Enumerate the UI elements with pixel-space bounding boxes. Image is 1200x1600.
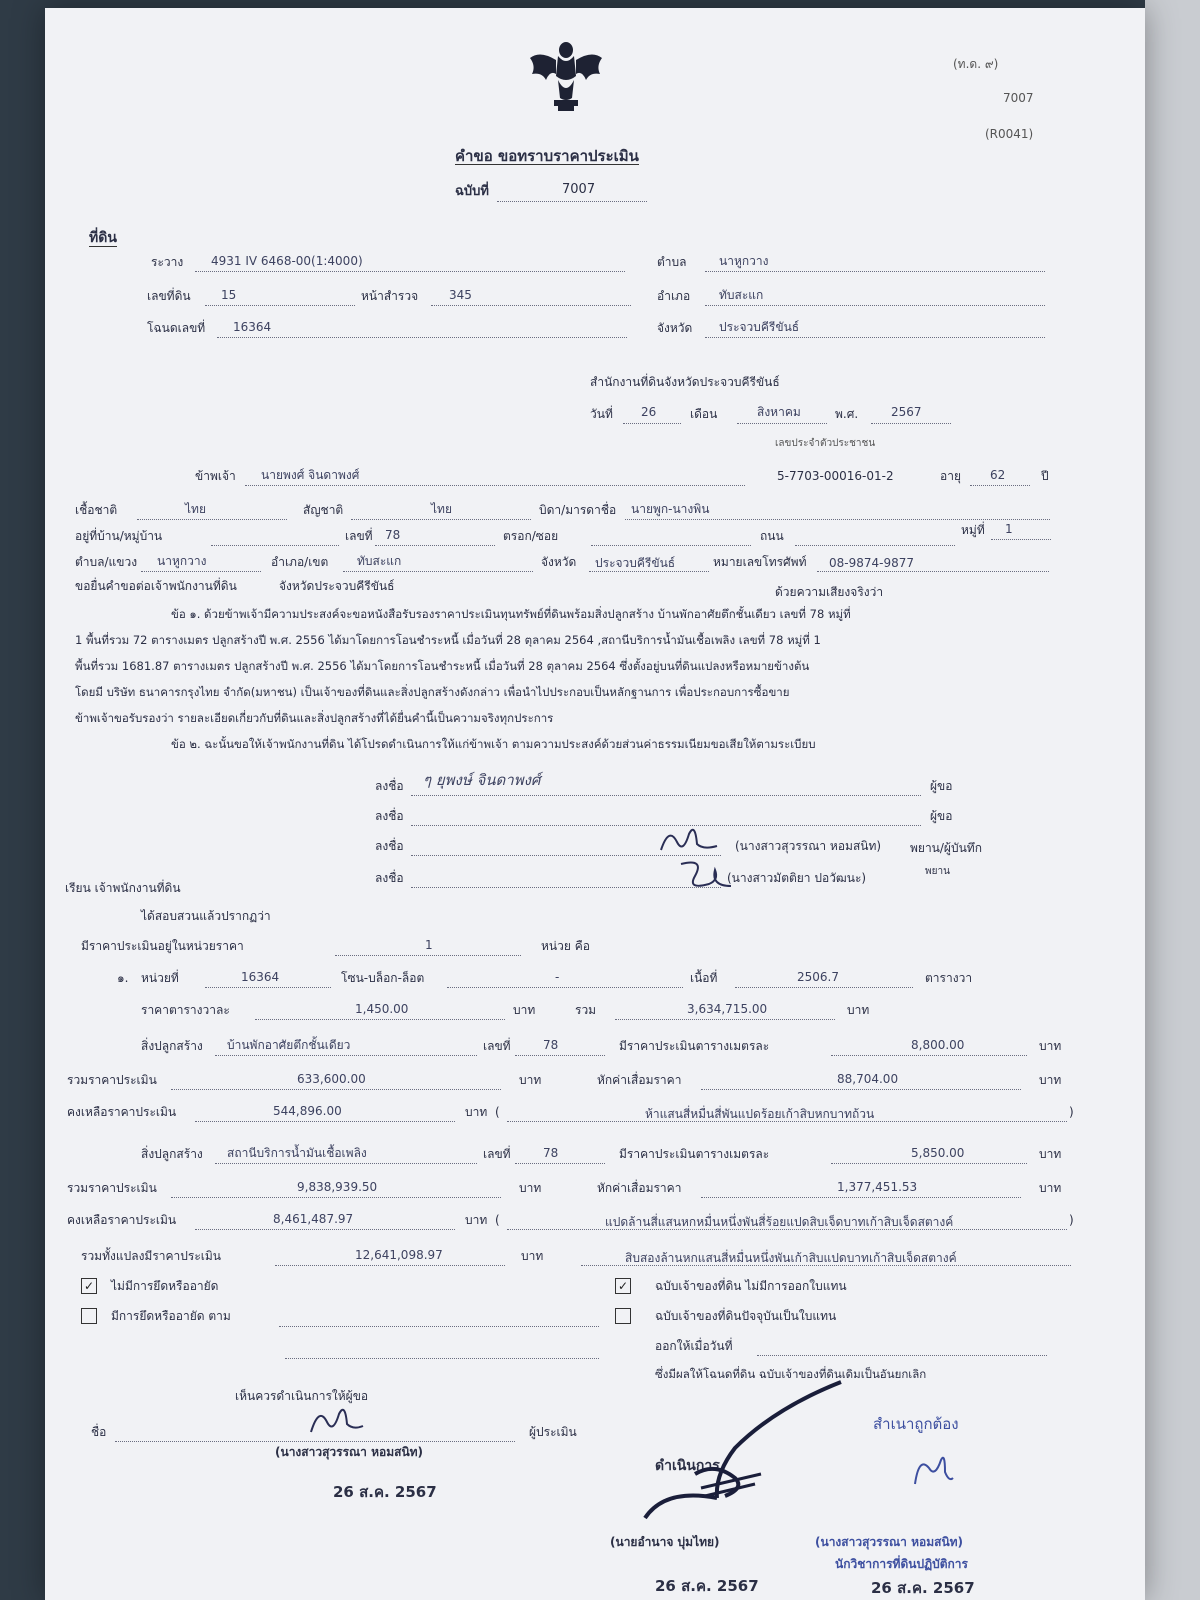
date-label: วันที่ [590, 407, 613, 421]
sign2-role: ผู้ขอ [930, 809, 953, 823]
date-year: 2567 [891, 405, 922, 419]
para1-line4: โดยมี บริษัท ธนาคารกรุงไทย จำกัด(มหาชน) เป็นเจ้าของที่ดินและสิ่งปลูกสร้างดังกล่าว เพื่อนำไปประกอบเป็นหลักฐานการ เพื่อประกอบการซื้อขาย [75, 685, 790, 699]
issue-label: ฉบับที่ [455, 184, 489, 199]
sign1-label: ลงชื่อ [375, 779, 404, 793]
issue-number: 7007 [562, 182, 596, 197]
assessor-signature [303, 1398, 367, 1442]
map-value: 4931 IV 6468-00(1:4000) [211, 254, 363, 268]
subdistrict-value: นาหูกวาง [157, 554, 207, 568]
b1-sqm-value: 8,800.00 [911, 1038, 965, 1052]
b1-no: 78 [543, 1038, 559, 1052]
b1-total-baht: บาท [519, 1073, 542, 1087]
b2-sqm-baht: บาท [1039, 1147, 1062, 1161]
certifier-title: นักวิชาการที่ดินปฏิบัติการ [835, 1557, 968, 1571]
cancel-note: ซึ่งมีผลให้โฉนดที่ดิน ฉบับเจ้าของที่ดินเดิมเป็นอันยกเลิก [655, 1367, 927, 1381]
sign3-label: ลงชื่อ [375, 839, 404, 853]
ref-code: (R0041) [985, 127, 1034, 141]
sign2-label: ลงชื่อ [375, 809, 404, 823]
amphoe-label: อำเภอ [657, 289, 691, 303]
b1-name: บ้านพักอาศัยตึกชั้นเดียว [227, 1038, 351, 1052]
b2-total-label: รวมราคาประเมิน [67, 1181, 157, 1195]
zone-value: - [555, 970, 560, 984]
sign3-name: (นางสาวสุวรรณา หอมสนิท) [735, 839, 882, 853]
b1-dep-label: หักค่าเสื่อมราคา [597, 1073, 682, 1087]
phone-label: หมายเลขโทรศัพท์ [713, 555, 807, 569]
b2-label: สิ่งปลูกสร้าง [141, 1147, 203, 1161]
replacement-label: ฉบับเจ้าของที่ดินปัจจุบันเป็นใบแทน [655, 1309, 837, 1323]
area-value: 2506.7 [797, 970, 839, 984]
officer-name: (นายอำนาจ บุ่มไทย) [610, 1535, 720, 1549]
units-label: มีราคาประเมินอยู่ในหน่วยราคา [81, 939, 244, 953]
zone-label: โซน-บล็อก-ล็อต [341, 971, 425, 985]
subdistrict-label: ตำบล/แขวง [75, 555, 138, 569]
para1-line3: พื้นที่รวม 1681.87 ตารางเมตร ปลูกสร้างปี พ.ศ. 2556 ได้มาโดยการโอนชำระหนี้ เมื่อวันที่ 28 ตุลาคม 2564 ซึ่งตั้งอยู่บนที่ดินแปลงหรือหมายข้างต้น [75, 659, 810, 673]
certified-stamp: สำเนาถูกต้อง [873, 1415, 959, 1433]
officer-date: 26 ส.ค. 2567 [655, 1577, 759, 1595]
tambon-value: นาหูกวาง [719, 254, 769, 268]
date-month: สิงหาคม [757, 405, 801, 419]
item-number: ๑. [117, 971, 129, 985]
alley-label: ตรอก/ซอย [503, 529, 559, 543]
prov-label: จังหวัด [541, 555, 577, 569]
assessor-role: ผู้ประเมิน [529, 1425, 577, 1439]
date-day: 26 [641, 405, 657, 419]
b1-dep-value: 88,704.00 [837, 1072, 899, 1086]
map-label: ระวาง [151, 255, 184, 269]
garuda-emblem [528, 36, 604, 114]
owner-copy-checkbox[interactable]: ✓ [615, 1278, 631, 1294]
grand-baht: บาท [521, 1249, 544, 1263]
total-baht: บาท [847, 1003, 870, 1017]
checked-label: ได้สอบสวนแล้วปรากฏว่า [141, 909, 271, 923]
document-page: (ท.ด. ๙) 7007 (R0041) คำขอ ขอทราบราคาประเมิน ฉบับที่ 7007 ที่ดิน ระวาง 4931 IV 6468-00(1:4000) เลขที่ดิน 15 หน้าสำรวจ 345 โฉนดเลขที่ 16364 ตำบล นาหูกวาง อำเภอ ทับสะแก จังหวัด ประจวบคีรีขันธ์ สำนักงานที่ดินจังหวัดประจวบคีรีขันธ์ วันที่ 26 เดือน สิงหาคม พ.ศ. 2567 เลขประจำตัวประชาชน ข้าพเจ้า นายพงศ์ จินดาพงศ์ 5-7703-00016-01-2 อายุ 62 ปี เชื้อชาติ ไทย สัญชาติ ไทย บิดา/มารดาชื่อ นายพูก-นางพิน อยู่ที่บ้าน/หมู่บ้าน เลขที่ 78 ตรอก/ซอย ถนน หมู่ที่ 1 ตำบล/แขวง นาหูกวาง อำเภอ/เขต ทับสะแก จังหวัด ประจวบคีรีขันธ์ หมายเลขโทรศัพท์ 08-9874-9877 ขอยื่นคำขอต่อเจ้าพนักงานที่ดิน จังหวัดประจวบคีรีขันธ์ ด้วยความเสียงจริงว่า ข้อ ๑. ด้วยข้าพเจ้ามีความประสงค์จะขอหนังสือรับรองราคาประเมินทุนทรัพย์ที่ดินพร้อมสิ่งปลูกสร้าง บ้านพักอาศัยตึกชั้นเดียว เลขที่ 78 หมู่ที่ 1 พื้นที่รวม 72 ตารางเมตร ปลูกสร้างปี พ.ศ. 2556 ได้มาโดยการโอนชำระหนี้ เมื่อวันที่ 28 ตุลาคม 2564 ,สถานีบริการน้ำมันเชื้อเพลิง เลขที่ 78 หมู่ที่ 1 พื้นที่รวม 1681.87 ตารางเมตร ปลูกสร้างปี พ.ศ. 2556 ได้มาโดยการโอนชำระหนี้ เมื่อวันที่ 28 ตุลาคม 2564 ซึ่งตั้งอยู่บนที่ดินแปลงหรือหมายข้างต้น โดยมี บริษัท ธนาคารกรุงไทย จำกัด(มหาชน) เป็นเจ้าของที่ดินและสิ่งปลูกสร้างดังกล่าว เพื่อนำไปประกอบเป็นหลักฐานการ เพื่อประกอบการซื้อขาย ข้าพเจ้าขอรับรองว่า รายละเอียดเกี่ยวกับที่ดินและสิ่งปลูกสร้างที่ได้ยื่นคำนี้เป็นความจริงทุกประการ ข้อ ๒. ฉะนั้นขอให้เจ้าพนักงานที่ดิน ได้โปรดดำเนินการให้แก่ข้าพเจ้า ตามความประสงค์ด้วยส่วนค่าธรรมเนียมขอเสียให้ตามระเบียบ ลงชื่อ ๆ ยุพงษ์ จินดาพงศ์ ผู้ขอ ลงชื่อ ผู้ขอ ลงชื่อ (นางสาวสุวรรณา หอมสนิท) พยาน/ผู้บันทึก ลงชื่อ (นางสาวมัตติยา ปอวัฒนะ) พยาน เรียน เจ้าพนักงานที่ดิน ได้สอบสวนแล้วปรากฏว่า มีราคาประเมินอยู่ในหน่วยราคา 1 หน่วย คือ ๑. หน่วยที่ 16364 โซน-บล็อก-ล็อต - เนื้อที่ 2506.7 ตารางวา ราคาตารางวาละ 1,450.00 บาท รวม 3,634,715.00 บาท สิ่งปลูกสร้าง บ้านพักอาศัยตึกชั้นเดียว เลขที่ 78 มีราคาประเมินตารางเมตรละ 8,800.00 บาท รวมราคาประเมิน 633,600.00 บาท หักค่าเสื่อมราคา 88,704.00 บาท คงเหลือราคาประเมิน 544,896.00 บาท ( ห้าแสนสี่หมื่นสี่พันแปดร้อยเก้าสิบหกบาทถ้วน ) สิ่งปลูกสร้าง สถานีบริการน้ำมันเชื้อเพลิง เลขที่ 78 มีราคาประเมินตารางเมตรละ 5,850.00 บาท รวมราคาประเมิน 9,838,939.50 บาท หักค่าเสื่อมราคา 1,377,451.53 บาท คงเหลือราคาประเมิน 8,461,487.97 บาท ( แปดล้านสี่แสนหกหมื่นหนึ่งพันสี่ร้อยแปดสิบเจ็ดบาทเก้าสิบเจ็ดสตางค์ ) รวมทั้งแปลงมีราคาประเมิน 12,641,098.97 บาท สิบสองล้านหกแสนสี่หมื่นหนึ่งพันเก้าสิบแปดบาทเก้าสิบเจ็ดสตางค์ ✓ ไม่มีการยึดหรืออายัด มีการยึดหรืออายัด ตาม ✓ ฉบับเจ้าของที่ดิน ไม่มีการออกใบแทน ฉบับเจ้าของที่ดินปัจจุบันเป็นใบแทน ออกให้เมื่อวันที่ ซึ่งมีผลให้โฉนดที่ดิน ฉบับเจ้าของที่ดินเดิมเป็นอันยกเลิก เห็นควรดำเนินการให้ผู้ขอ ชื่อ ผู้ประเมิน (นางสาวสุวรรณา หอมสนิท) 26 ส.ค. 2567 ดำเนินการ (นายอำนาจ บุ่มไทย) 26 ส.ค. 2567 สำเนาถูกต้อง (นางสาวสุวรรณา หอมสนิท) นักวิชาการที่ดินปฏิบัติการ 26 ส.ค. 2567 [45, 8, 1145, 1600]
replacement-checkbox[interactable] [615, 1308, 631, 1324]
village-label: อยู่ที่บ้าน/หมู่บ้าน [75, 529, 163, 543]
certifier-signature [905, 1448, 955, 1494]
area-label: เนื้อที่ [690, 971, 718, 985]
assessor-date: 26 ส.ค. 2567 [333, 1483, 437, 1501]
age-value: 62 [990, 468, 1006, 482]
parent-label: บิดา/มารดาชื่อ [539, 503, 617, 517]
nation-label: สัญชาติ [303, 503, 344, 517]
b1-total-label: รวมราคาประเมิน [67, 1073, 157, 1087]
b1-remain-words: ห้าแสนสี่หมื่นสี่พันแปดร้อยเก้าสิบหกบาทถ้วน [645, 1107, 875, 1121]
phone-value: 08-9874-9877 [829, 556, 915, 570]
grand-words: สิบสองล้านหกแสนสี่หมื่นหนึ่งพันเก้าสิบแปดบาทเก้าสิบเจ็ดสตางค์ [625, 1251, 957, 1265]
office-name: สำนักงานที่ดินจังหวัดประจวบคีรีขันธ์ [590, 375, 780, 389]
price-label: ราคาตารางวาละ [141, 1003, 230, 1017]
para1-line5: ข้าพเจ้าขอรับรองว่า รายละเอียดเกี่ยวกับที่ดินและสิ่งปลูกสร้างที่ได้ยื่นคำนี้เป็นความจริงทุกประการ [75, 711, 554, 725]
b1-remain-label: คงเหลือราคาประเมิน [67, 1105, 177, 1119]
owner-copy-label: ฉบับเจ้าของที่ดิน ไม่มีการออกใบแทน [655, 1279, 847, 1293]
province-label: จังหวัด [657, 321, 693, 335]
b1-sqm-baht: บาท [1039, 1039, 1062, 1053]
witness2-signature [675, 856, 735, 896]
b2-remain-value: 8,461,487.97 [273, 1212, 354, 1226]
b2-dep-label: หักค่าเสื่อมราคา [597, 1181, 682, 1195]
nation-value: ไทย [431, 502, 452, 516]
b2-total-value: 9,838,939.50 [297, 1180, 378, 1194]
assessor-name-label: ชื่อ [91, 1425, 107, 1439]
total-value: 3,634,715.00 [687, 1002, 768, 1016]
grand-value: 12,641,098.97 [355, 1248, 443, 1262]
sign1-handwriting: ๆ ยุพงษ์ จินดาพงศ์ [423, 771, 541, 789]
survey-label: หน้าสำรวจ [361, 289, 419, 303]
district-label: อำเภอ/เขต [271, 555, 329, 569]
b2-name: สถานีบริการน้ำมันเชื้อเพลิง [227, 1146, 367, 1160]
issued-on-label: ออกให้เมื่อวันที่ [655, 1339, 733, 1353]
survey-value: 345 [449, 288, 472, 302]
para2: ข้อ ๒. ฉะนั้นขอให้เจ้าพนักงานที่ดิน ได้โปรดดำเนินการให้แก่ข้าพเจ้า ตามความประสงค์ด้วยส่วนค่าธรรมเนียมขอเสียให้ตามระเบียบ [171, 737, 816, 751]
para1-line2: 1 พื้นที่รวม 72 ตารางเมตร ปลูกสร้างปี พ.ศ. 2556 ได้มาโดยการโอนชำระหนี้ เมื่อวันที่ 28 ตุลาคม 2564 ,สถานีบริการน้ำมันเชื้อเพลิง เลขที่ 78 หมู่ที่ 1 [75, 633, 821, 647]
to-label: เรียน เจ้าพนักงานที่ดิน [65, 881, 181, 895]
applicant-label: ข้าพเจ้า [195, 469, 236, 483]
b2-remain-words: แปดล้านสี่แสนหกหมื่นหนึ่งพันสี่ร้อยแปดสิบเจ็ดบาทเก้าสิบเจ็ดสตางค์ [605, 1215, 954, 1229]
price-value: 1,450.00 [355, 1002, 409, 1016]
officer-signature [605, 1378, 845, 1528]
background-edge [1145, 0, 1200, 1600]
province-value: ประจวบคีรีขันธ์ [719, 320, 800, 334]
b1-remain-value: 544,896.00 [273, 1104, 342, 1118]
seizure-label: มีการยึดหรืออายัด ตาม [111, 1309, 231, 1323]
sign1-role: ผู้ขอ [930, 779, 953, 793]
submit-text: ขอยื่นคำขอต่อเจ้าพนักงานที่ดิน [75, 579, 237, 593]
land-section-title: ที่ดิน [89, 230, 117, 246]
b2-sqm-value: 5,850.00 [911, 1146, 965, 1160]
b2-dep-baht: บาท [1039, 1181, 1062, 1195]
corner-doc-number: 7007 [1003, 91, 1034, 105]
road-label: ถนน [760, 529, 784, 543]
assessor-name: (นางสาวสุวรรณา หอมสนิท) [275, 1445, 424, 1459]
total-label: รวม [575, 1003, 597, 1017]
b1-sqm-label: มีราคาประเมินตารางเมตรละ [619, 1039, 770, 1053]
parent-value: นายพูก-นางพิน [631, 502, 710, 516]
b2-no-label: เลขที่ [483, 1147, 511, 1161]
b2-total-baht: บาท [519, 1181, 542, 1195]
b1-remain-baht: บาท [465, 1105, 488, 1119]
grand-label: รวมทั้งแปลงมีราคาประเมิน [81, 1249, 222, 1263]
race-value: ไทย [185, 502, 206, 516]
age-label: อายุ [940, 469, 961, 483]
id-caption: เลขประจำตัวประชาชน [775, 438, 876, 449]
applicant-id: 5-7703-00016-01-2 [777, 469, 894, 483]
unit-value: 16364 [241, 970, 280, 984]
form-code: (ท.ด. ๙) [953, 57, 999, 71]
tambon-label: ตำบล [657, 255, 687, 269]
witness1-signature [655, 820, 725, 860]
house-label: เลขที่ [345, 529, 373, 543]
unit-label: หน่วยที่ [141, 971, 179, 985]
prov-value: ประจวบคีรีขันธ์ [595, 556, 676, 570]
sign4-role: พยาน [925, 866, 950, 877]
moo-label: หมู่ที่ [961, 523, 985, 537]
sign4-name: (นางสาวมัตติยา ปอวัฒนะ) [727, 871, 867, 885]
deed-value: 16364 [233, 320, 272, 334]
agree-text: เห็นควรดำเนินการให้ผู้ขอ [235, 1389, 369, 1403]
month-label: เดือน [690, 407, 718, 421]
no-seizure-label: ไม่มีการยึดหรืออายัด [111, 1279, 219, 1293]
sign3-role: พยาน/ผู้บันทึก [910, 841, 982, 855]
year-label: พ.ศ. [835, 407, 859, 421]
deed-label: โฉนดเลขที่ [147, 321, 206, 335]
certifier-date: 26 ส.ค. 2567 [871, 1579, 975, 1597]
b2-sqm-label: มีราคาประเมินตารางเมตรละ [619, 1147, 770, 1161]
applicant-name: นายพงศ์ จินดาพงศ์ [261, 468, 360, 482]
units-value: 1 [425, 938, 433, 952]
b2-no: 78 [543, 1146, 559, 1160]
form-title: คำขอ ขอทราบราคาประเมิน [455, 147, 639, 165]
b2-remain-baht: บาท [465, 1213, 488, 1227]
para1-line1: ข้อ ๑. ด้วยข้าพเจ้ามีความประสงค์จะขอหนังสือรับรองราคาประเมินทุนทรัพย์ที่ดินพร้อมสิ่งปลูกสร้าง บ้านพักอาศัยตึกชั้นเดียว เลขที่ 78 หมู่ที่ [171, 607, 851, 621]
b1-total-value: 633,600.00 [297, 1072, 366, 1086]
house-value: 78 [385, 528, 401, 542]
b1-no-label: เลขที่ [483, 1039, 511, 1053]
district-value: ทับสะแก [357, 554, 402, 568]
parcel-value: 15 [221, 288, 237, 302]
moo-value: 1 [1005, 522, 1013, 536]
sign4-label: ลงชื่อ [375, 871, 404, 885]
b2-remain-label: คงเหลือราคาประเมิน [67, 1213, 177, 1227]
b2-dep-value: 1,377,451.53 [837, 1180, 918, 1194]
units-suffix: หน่วย คือ [541, 939, 590, 953]
submit-province: จังหวัดประจวบคีรีขันธ์ [279, 579, 395, 593]
race-label: เชื้อชาติ [75, 503, 118, 517]
certifier-name: (นางสาวสุวรรณา หอมสนิท) [815, 1535, 964, 1549]
b1-dep-baht: บาท [1039, 1073, 1062, 1087]
area-unit: ตารางวา [925, 971, 973, 985]
seizure-checkbox[interactable] [81, 1308, 97, 1324]
b1-label: สิ่งปลูกสร้าง [141, 1039, 203, 1053]
amphoe-value: ทับสะแก [719, 288, 764, 302]
proceed-label: ดำเนินการ [655, 1458, 720, 1474]
statement-text: ด้วยความเสียงจริงว่า [775, 585, 884, 599]
price-baht: บาท [513, 1003, 536, 1017]
no-seizure-checkbox[interactable]: ✓ [81, 1278, 97, 1294]
parcel-label: เลขที่ดิน [147, 289, 191, 303]
age-unit: ปี [1041, 469, 1049, 483]
